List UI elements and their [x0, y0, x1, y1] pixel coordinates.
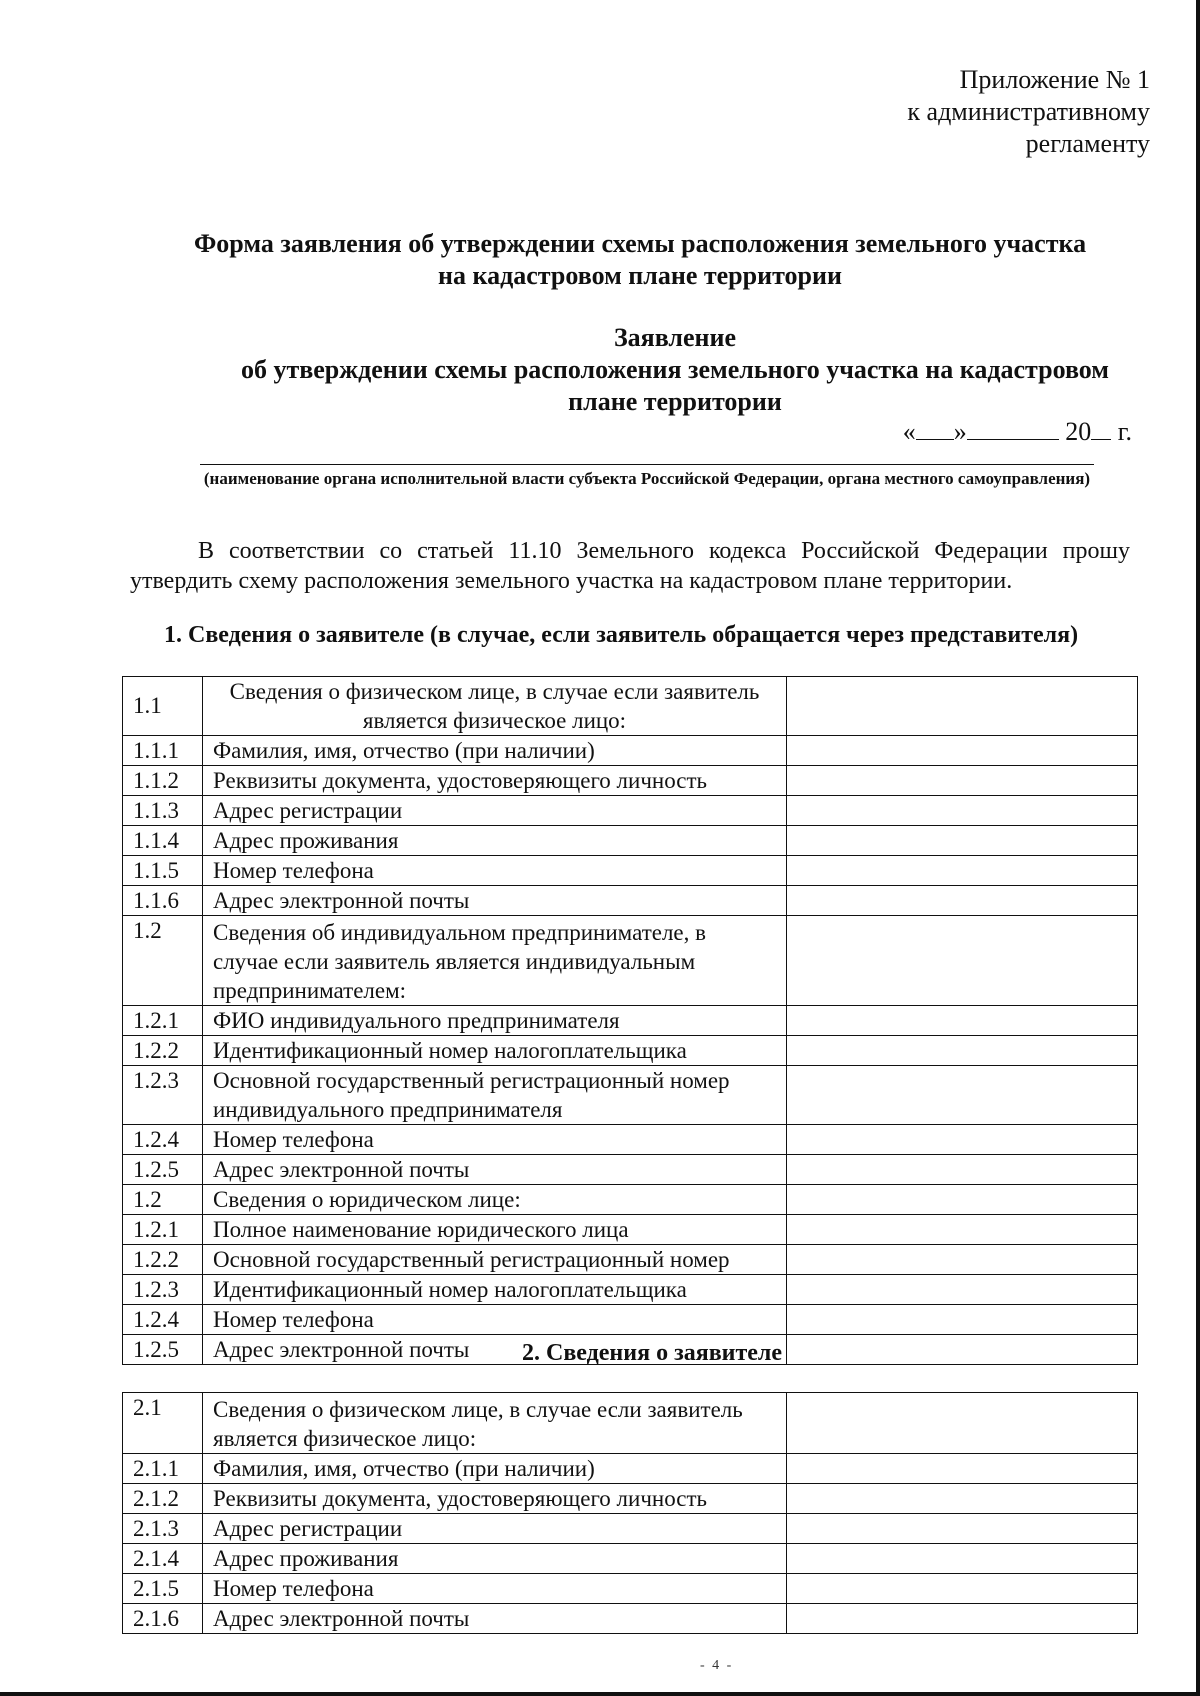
- row-number: 1.2.3: [123, 1275, 203, 1305]
- row-value-field[interactable]: [787, 1245, 1138, 1275]
- row-label: Адрес электронной почты: [203, 1604, 787, 1634]
- table-row: [123, 796, 1138, 826]
- scan-border-bottom: [0, 1692, 1200, 1696]
- appendix-number: Приложение № 1: [959, 65, 1150, 94]
- row-value-field[interactable]: [787, 1544, 1138, 1574]
- section-1-heading: 1. Сведения о заявителе (в случае, если заявитель обращается через представителя): [164, 622, 1079, 648]
- row-value-field[interactable]: [787, 1275, 1138, 1305]
- table-row: [123, 736, 1138, 766]
- row-label: Реквизиты документа, удостоверяющего личность: [203, 766, 787, 796]
- table-row: [123, 1066, 1138, 1125]
- row-label: Номер телефона: [203, 1305, 787, 1335]
- row-label: Номер телефона: [203, 1574, 787, 1604]
- table-row: [123, 1484, 1138, 1514]
- table-row: [123, 826, 1138, 856]
- section-1-table: [122, 676, 1138, 1365]
- application-title-line-2: об утверждении схемы расположения земельного участка на кадастровом: [240, 355, 1110, 384]
- row-value-field[interactable]: [787, 886, 1138, 916]
- row-value-field[interactable]: [787, 1006, 1138, 1036]
- row-label: Адрес регистрации: [203, 1514, 787, 1544]
- day-blank[interactable]: [916, 417, 954, 440]
- row-value-field[interactable]: [787, 1036, 1138, 1066]
- table-row: [123, 1036, 1138, 1066]
- row-label: Сведения о физическом лице, в случае если заявитель является физическое лицо:: [203, 1393, 787, 1454]
- row-number: 1.1.6: [123, 886, 203, 916]
- row-value-field[interactable]: [787, 1185, 1138, 1215]
- row-number: 1.2.5: [123, 1335, 203, 1365]
- page-number: - 4 -: [700, 1658, 734, 1673]
- row-number: 1.1.2: [123, 766, 203, 796]
- table-row: [123, 1574, 1138, 1604]
- year-suffix: г.: [1117, 417, 1132, 446]
- year-blank[interactable]: [1091, 417, 1111, 440]
- row-value-field[interactable]: [787, 1514, 1138, 1544]
- row-value-field[interactable]: [787, 1305, 1138, 1335]
- month-blank[interactable]: [967, 417, 1059, 440]
- row-value-field[interactable]: [787, 1335, 1138, 1365]
- table-row: [123, 856, 1138, 886]
- authority-name-caption: (наименование органа исполнительной власти субъекта Российской Федерации, органа местного самоуправления): [200, 464, 1094, 490]
- date-open-quote: «: [902, 417, 916, 446]
- row-value-field[interactable]: [787, 916, 1138, 1006]
- date-line: [903, 416, 1132, 448]
- row-value-field[interactable]: [787, 677, 1138, 736]
- table-row: [123, 1604, 1138, 1634]
- table-row: [123, 1125, 1138, 1155]
- table-row: [123, 1514, 1138, 1544]
- row-label: ФИО индивидуального предпринимателя: [203, 1006, 787, 1036]
- row-number: 1.2.2: [123, 1245, 203, 1275]
- row-value-field[interactable]: [787, 1066, 1138, 1125]
- table-row: [123, 677, 1138, 736]
- row-number: 2.1.5: [123, 1574, 203, 1604]
- row-value-field[interactable]: [787, 766, 1138, 796]
- row-number: 1.2.2: [123, 1036, 203, 1066]
- row-label: Номер телефона: [203, 856, 787, 886]
- table-row: [123, 1544, 1138, 1574]
- form-title-line-1: Форма заявления об утверждении схемы расположения земельного участка: [193, 229, 1087, 258]
- row-label: Идентификационный номер налогоплательщика: [203, 1275, 787, 1305]
- row-label: Адрес регистрации: [203, 796, 787, 826]
- row-label: Сведения об индивидуальном предпринимателе, в случае если заявитель является индивидуальным предпринимателем:: [203, 916, 787, 1006]
- row-value-field[interactable]: [787, 1574, 1138, 1604]
- table-row: [123, 1006, 1138, 1036]
- row-label: Адрес электронной почты: [203, 1155, 787, 1185]
- application-title-line-1: Заявление: [613, 323, 737, 352]
- form-title: [120, 228, 1160, 292]
- row-number: 2.1.2: [123, 1484, 203, 1514]
- row-label: Адрес проживания: [203, 1544, 787, 1574]
- row-number: 1.1.1: [123, 736, 203, 766]
- row-label: Сведения о юридическом лице:: [203, 1185, 787, 1215]
- row-number: 1.2.4: [123, 1125, 203, 1155]
- row-label: Основной государственный регистрационный номер индивидуального предпринимателя: [203, 1066, 787, 1125]
- row-number: 2.1.4: [123, 1544, 203, 1574]
- row-number: 1.2: [123, 1185, 203, 1215]
- row-number: 1.2.4: [123, 1305, 203, 1335]
- row-value-field[interactable]: [787, 1155, 1138, 1185]
- row-label: Фамилия, имя, отчество (при наличии): [203, 1454, 787, 1484]
- section-2-heading: 2. Сведения о заявителе: [522, 1340, 783, 1366]
- table-row: [123, 1155, 1138, 1185]
- table-row: [123, 1185, 1138, 1215]
- row-value-field[interactable]: [787, 826, 1138, 856]
- row-label: Сведения о физическом лице, в случае если заявитель является физическое лицо:: [203, 677, 787, 736]
- row-number: 1.1.3: [123, 796, 203, 826]
- row-number: 2.1.3: [123, 1514, 203, 1544]
- row-label: Фамилия, имя, отчество (при наличии): [203, 736, 787, 766]
- row-value-field[interactable]: [787, 1604, 1138, 1634]
- row-value-field[interactable]: [787, 1484, 1138, 1514]
- row-number: 1.1.4: [123, 826, 203, 856]
- table-row: [123, 1215, 1138, 1245]
- row-number: 1.2.5: [123, 1155, 203, 1185]
- row-number: 1.2.3: [123, 1066, 203, 1125]
- row-value-field[interactable]: [787, 796, 1138, 826]
- table-row: [123, 916, 1138, 1006]
- table-row: [123, 886, 1138, 916]
- table-row: [123, 1275, 1138, 1305]
- row-label: Идентификационный номер налогоплательщика: [203, 1036, 787, 1066]
- row-label: Полное наименование юридического лица: [203, 1215, 787, 1245]
- date-close-quote: »: [953, 417, 967, 446]
- appendix-line-2: к административному: [907, 97, 1150, 126]
- table-row: [123, 1454, 1138, 1484]
- row-value-field[interactable]: [787, 1393, 1138, 1454]
- row-number: 1.2: [123, 916, 203, 1006]
- row-value-field[interactable]: [787, 856, 1138, 886]
- scan-border-right: [1196, 0, 1200, 1696]
- application-title-line-3: плане территории: [568, 387, 782, 416]
- table-row: [123, 1245, 1138, 1275]
- section-2-table: [122, 1392, 1138, 1634]
- row-number: 2.1: [123, 1393, 203, 1454]
- row-value-field[interactable]: [787, 1454, 1138, 1484]
- row-number: 1.2.1: [123, 1215, 203, 1245]
- row-label: Номер телефона: [203, 1125, 787, 1155]
- row-value-field[interactable]: [787, 736, 1138, 766]
- row-label: Основной государственный регистрационный номер: [203, 1245, 787, 1275]
- row-number: 1.1: [123, 677, 203, 736]
- row-label: Адрес электронной почты: [203, 886, 787, 916]
- row-value-field[interactable]: [787, 1125, 1138, 1155]
- table-row: [123, 1393, 1138, 1454]
- appendix-line-3: регламенту: [1025, 129, 1150, 158]
- year-prefix: 20: [1065, 417, 1092, 446]
- row-number: 2.1.1: [123, 1454, 203, 1484]
- table-row: [123, 766, 1138, 796]
- row-value-field[interactable]: [787, 1215, 1138, 1245]
- row-label: Адрес электронной почты: [203, 1335, 787, 1365]
- form-title-line-2: на кадастровом плане территории: [438, 261, 842, 290]
- intro-paragraph: В соответствии со статьей 11.10 Земельного кодекса Российской Федерации прошу утвердить схему расположения земельного участка на кадастровом плане территории.: [130, 538, 1130, 594]
- row-label: Реквизиты документа, удостоверяющего личность: [203, 1484, 787, 1514]
- row-number: 1.1.5: [123, 856, 203, 886]
- appendix-reference: [907, 64, 1150, 160]
- table-row: [123, 1305, 1138, 1335]
- row-label: Адрес проживания: [203, 826, 787, 856]
- row-number: 2.1.6: [123, 1604, 203, 1634]
- row-number: 1.2.1: [123, 1006, 203, 1036]
- application-title: [190, 322, 1160, 418]
